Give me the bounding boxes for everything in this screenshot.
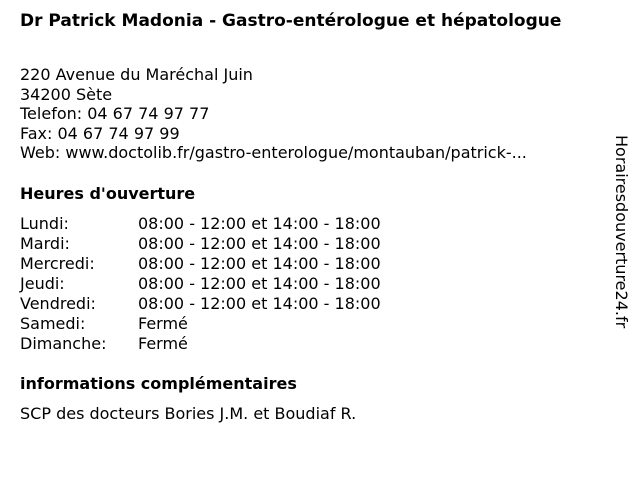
- site-watermark: Horairesdouverture24.fr: [612, 135, 631, 329]
- website-link[interactable]: Web: www.doctolib.fr/gastro-enterologue/montauban/patrick-...: [20, 143, 527, 163]
- day-label: Mercredi:: [20, 254, 95, 273]
- day-label: Samedi:: [20, 314, 86, 333]
- day-label: Mardi:: [20, 234, 70, 253]
- hours-value: 08:00 - 12:00 et 14:00 - 18:00: [138, 214, 381, 233]
- day-label: Dimanche:: [20, 334, 107, 353]
- opening-hours-heading: Heures d'ouverture: [20, 184, 196, 203]
- page-title: Dr Patrick Madonia - Gastro-entérologue et hépatologue: [20, 11, 562, 31]
- contact-block: [20, 65, 527, 163]
- hours-value: Fermé: [138, 334, 188, 353]
- day-label: Vendredi:: [20, 294, 96, 313]
- hours-value: 08:00 - 12:00 et 14:00 - 18:00: [138, 234, 381, 253]
- street-address: 220 Avenue du Maréchal Juin: [20, 65, 253, 84]
- hours-value: 08:00 - 12:00 et 14:00 - 18:00: [138, 294, 381, 313]
- postal-city: 34200 Sète: [20, 84, 113, 104]
- hours-value: 08:00 - 12:00 et 14:00 - 18:00: [138, 254, 381, 273]
- hours-value: Fermé: [138, 314, 188, 333]
- phone-number: Telefon: 04 67 74 97 77: [20, 104, 210, 124]
- hours-value: 08:00 - 12:00 et 14:00 - 18:00: [138, 274, 381, 293]
- day-label: Jeudi:: [20, 274, 65, 293]
- additional-info-text: SCP des docteurs Bories J.M. et Boudiaf R.: [20, 404, 357, 423]
- fax-number: Fax: 04 67 74 97 99: [20, 123, 180, 143]
- day-label: Lundi:: [20, 214, 69, 233]
- additional-info-heading: informations complémentaires: [20, 374, 297, 393]
